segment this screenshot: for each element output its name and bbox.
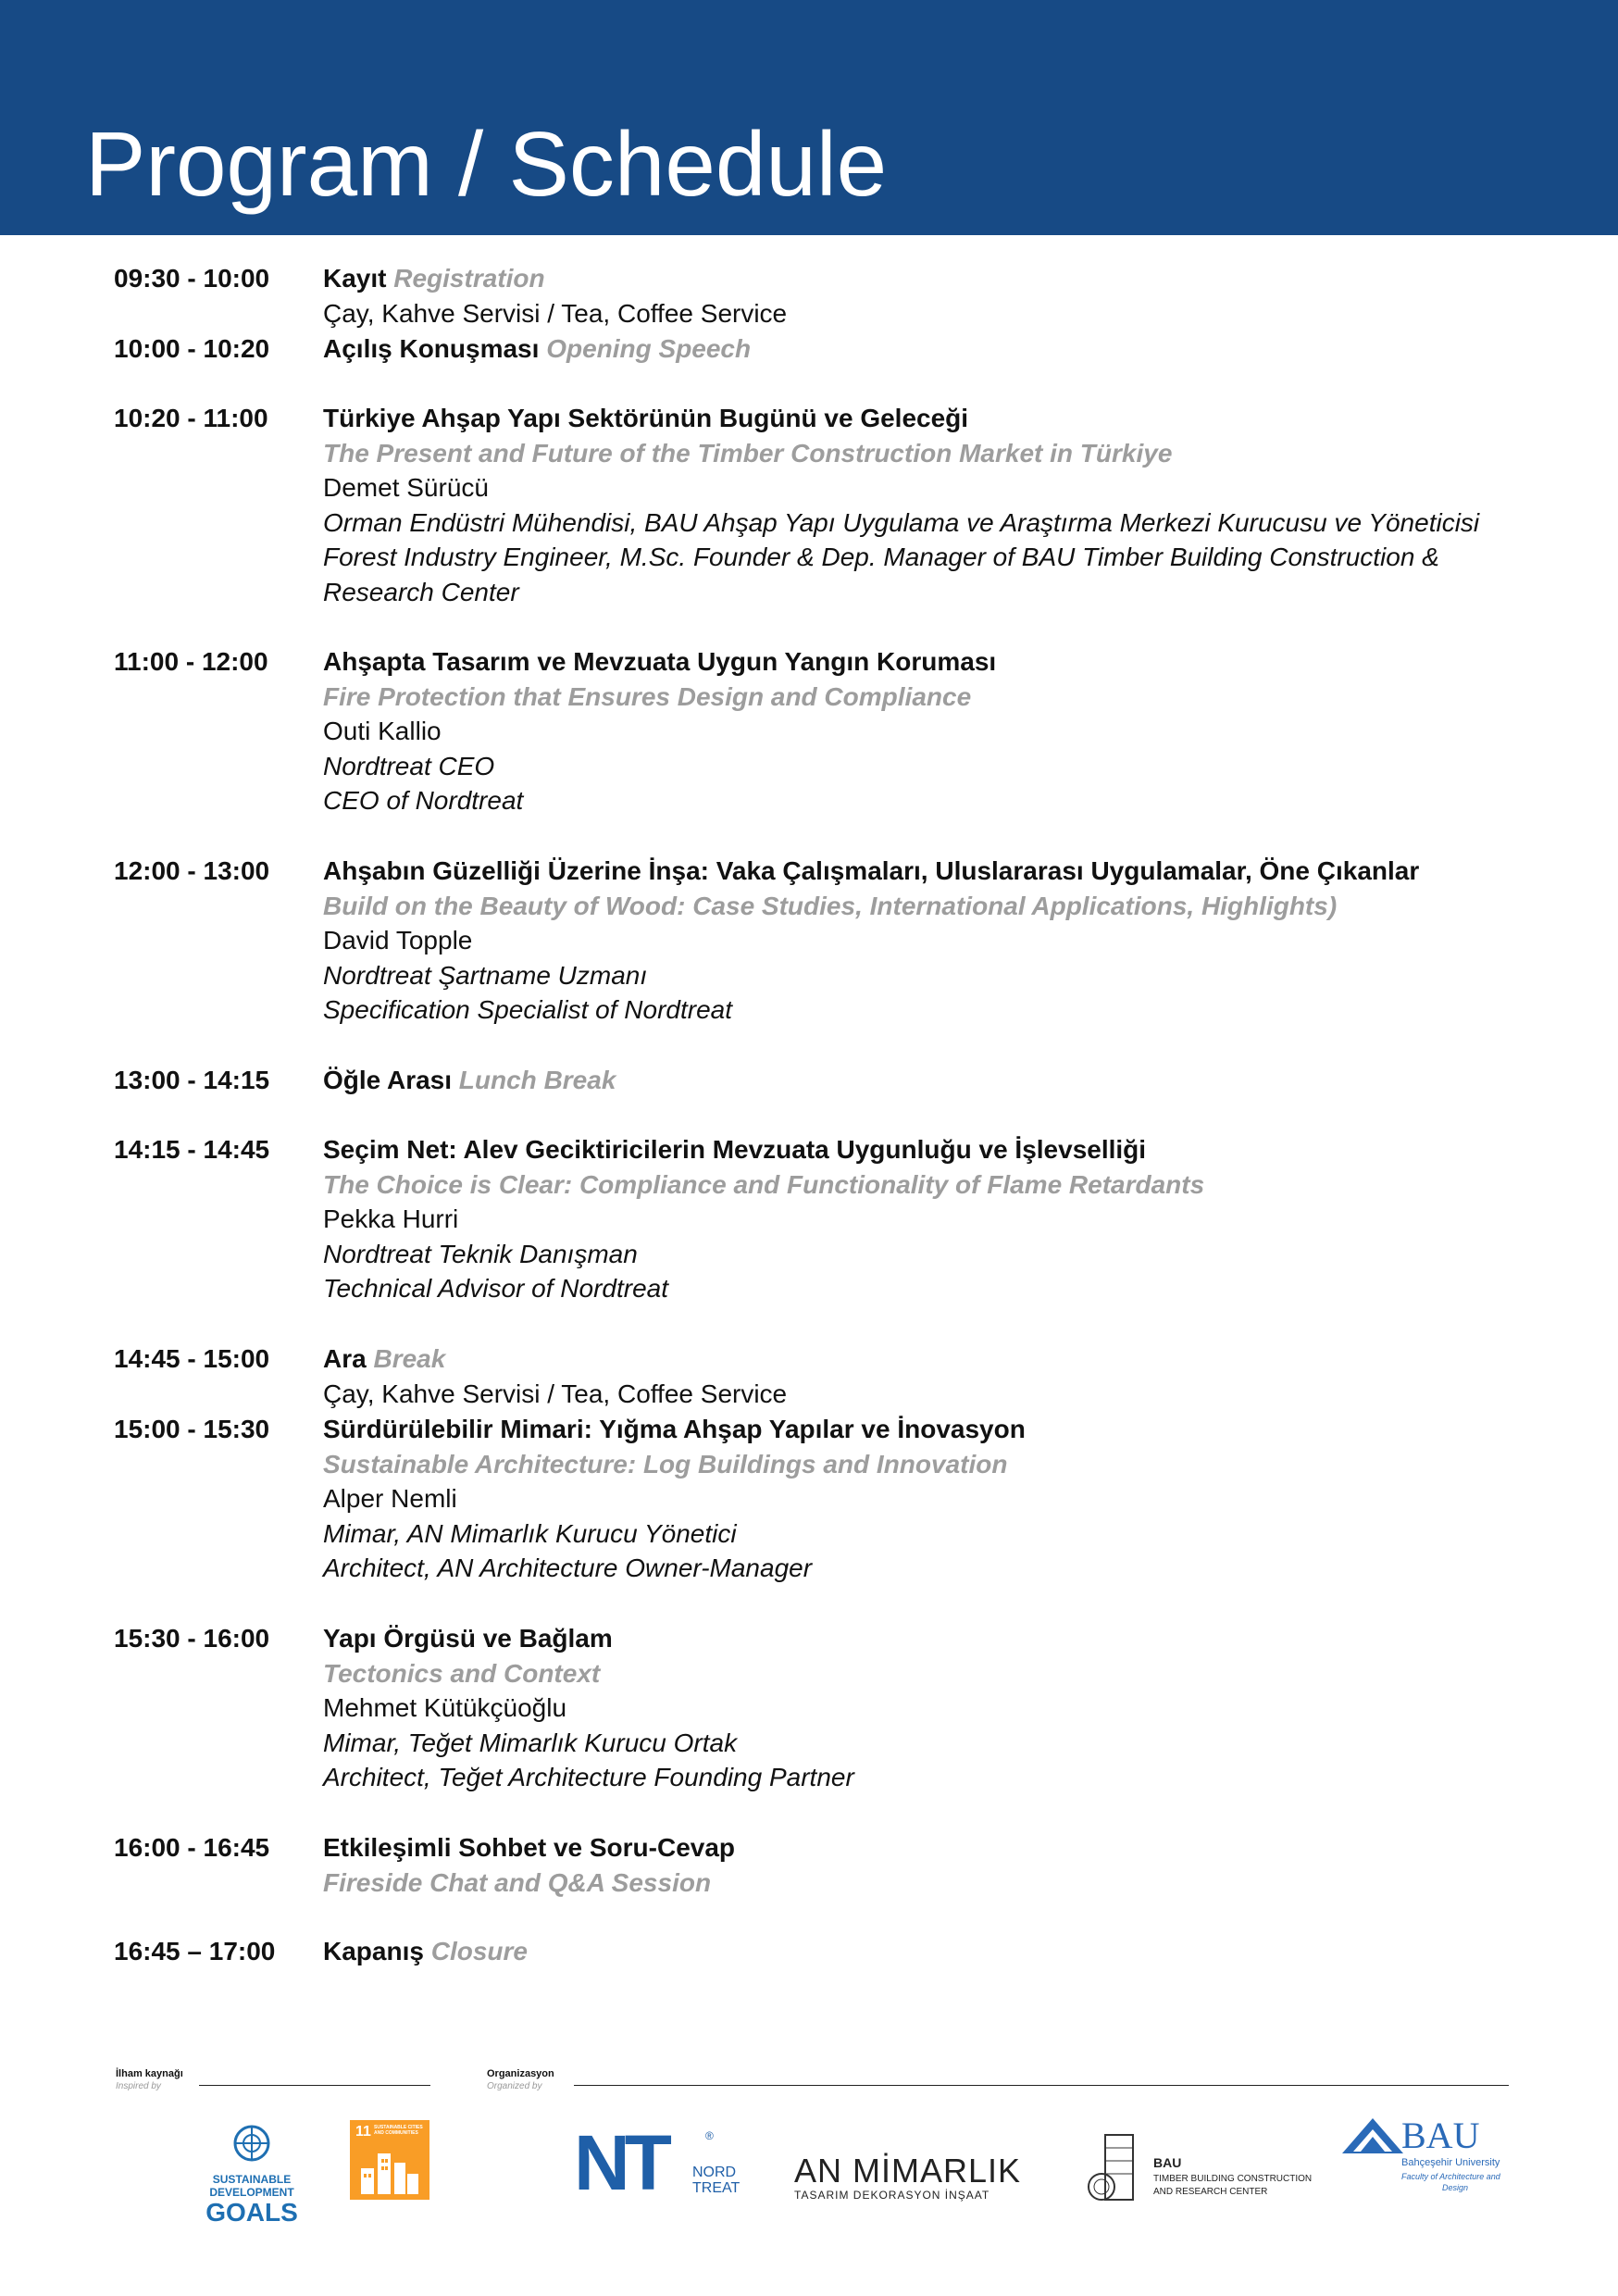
session-title-english: Tectonics and Context <box>323 1658 601 1688</box>
nt-line1: NORD <box>692 2165 737 2180</box>
sdg11-tile <box>350 2120 429 2200</box>
an-name: AN MİMARLIK <box>794 2152 1022 2190</box>
bau-line3: Design <box>1442 2183 1469 2192</box>
session-time: 10:20 - 11:00 <box>114 404 268 432</box>
session-time: 11:00 - 12:00 <box>114 647 268 676</box>
session-detail: Architect, Teğet Architecture Founding Partner <box>323 1763 854 1792</box>
session-title: Yapı Örgüsü ve Bağlam <box>323 1624 613 1653</box>
speaker-name: Alper Nemli <box>323 1484 457 1514</box>
session-time: 14:45 - 15:00 <box>114 1344 270 1373</box>
session-detail: Research Center <box>323 577 519 606</box>
nt-line2: TREAT <box>692 2180 741 2196</box>
session-time: 16:45 – 17:00 <box>114 1937 276 1965</box>
session-time: 12:00 - 13:00 <box>114 856 270 885</box>
session-title: Seçim Net: Alev Geciktiricilerin Mevzuata Uygunluğu ve İşlevselliği <box>323 1135 1147 1164</box>
session-title-english: Break <box>373 1344 446 1373</box>
nt-mark: NT <box>574 2119 666 2206</box>
city-icon <box>359 2148 420 2194</box>
session-title-english: The Present and Future of the Timber Construction Market in Türkiye <box>323 438 1173 468</box>
session-content <box>323 1132 1526 1306</box>
session-title-line <box>323 1934 1526 1969</box>
session-title-english: Opening Speech <box>546 334 752 363</box>
session-content <box>323 1934 1526 1969</box>
session-content <box>323 331 1526 367</box>
bau-timber-logo <box>1085 2129 1313 2213</box>
timber-building-icon <box>1085 2129 1150 2203</box>
session-title: Etkileşimli Sohbet ve Soru-Cevap <box>323 1833 736 1862</box>
session-content <box>323 854 1526 1028</box>
session-title-line <box>323 1132 1526 1167</box>
bau-emblem-icon <box>1340 2116 1405 2168</box>
session-title-line <box>323 1830 1526 1866</box>
inspired-label: İlham kaynağı <box>116 2068 183 2079</box>
sdg-line1: SUSTAINABLE <box>212 2173 292 2186</box>
speaker-name: Pekka Hurri <box>323 1204 459 1234</box>
session-title-line <box>323 1412 1526 1447</box>
session-title-english: Closure <box>430 1937 528 1965</box>
session-content <box>323 1063 1526 1098</box>
session-content <box>323 644 1526 818</box>
sdg-line2: DEVELOPMENT <box>209 2186 294 2199</box>
session-title: Kapanış <box>323 1937 424 1965</box>
session-title-english: Fire Protection that Ensures Design and Compliance <box>323 681 972 711</box>
session-detail: Technical Advisor of Nordtreat <box>323 1274 668 1304</box>
bautimber-line1: TIMBER BUILDING CONSTRUCTION <box>1153 2174 1313 2184</box>
an-sub: TASARIM DEKORASYON İNŞAAT <box>794 2189 990 2202</box>
session-detail: Mimar, AN Mimarlık Kurucu Yönetici <box>323 1518 737 1548</box>
session-time: 10:00 - 10:20 <box>114 334 270 363</box>
session-detail: Mimar, Teğet Mimarlık Kurucu Ortak <box>323 1728 738 1757</box>
session-content <box>323 1621 1526 1795</box>
bau-university-logo <box>1340 2116 1525 2209</box>
inspired-sub: Inspired by <box>116 2081 161 2091</box>
session-title: Ahşabın Güzelliği Üzerine İnşa: Vaka Çalışmaları, Uluslararası Uygulamalar, Öne Çıkanlar <box>323 856 1420 885</box>
session-detail: Nordtreat Teknik Danışman <box>323 1239 638 1268</box>
session-detail: Orman Endüstri Mühendisi, BAU Ahşap Yapı Uygulama ve Araştırma Merkezi Kurucusu ve Yöneticisi <box>323 507 1480 537</box>
bau-name: BAU <box>1401 2115 1480 2156</box>
session-detail: Architect, AN Architecture Owner-Manager <box>323 1554 813 1583</box>
session-title-english: Fireside Chat and Q&A Session <box>323 1867 712 1897</box>
footer <box>0 2065 1618 2296</box>
un-emblem-icon <box>196 2120 307 2166</box>
session-title: Sürdürülebilir Mimari: Yığma Ahşap Yapılar ve İnovasyon <box>323 1415 1026 1443</box>
session-detail: Forest Industry Engineer, M.Sc. Founder & Dep. Manager of BAU Timber Building Construction & <box>323 543 1439 572</box>
session-title: Kayıt <box>323 264 387 293</box>
sdg11-number: 11 <box>355 2124 371 2140</box>
session-title-line <box>323 261 1526 296</box>
session-detail: Nordtreat Şartname Uzmanı <box>323 960 648 990</box>
session-title-english: Registration <box>393 264 545 293</box>
session-title: Türkiye Ahşap Yapı Sektörünün Bugünü ve Geleceği <box>323 404 969 432</box>
session-title-english: Lunch Break <box>458 1066 616 1094</box>
speaker-name: Demet Sürücü <box>323 473 489 503</box>
session-title: Ahşapta Tasarım ve Mevzuata Uygun Yangın Koruması <box>323 647 997 676</box>
session-content <box>323 261 1526 331</box>
page-title: Program / Schedule <box>85 113 888 215</box>
session-time: 16:00 - 16:45 <box>114 1833 270 1862</box>
session-title-english: The Choice is Clear: Compliance and Functionality of Flame Retardants <box>323 1169 1205 1199</box>
session-title: Öğle Arası <box>323 1066 453 1094</box>
session-time: 14:15 - 14:45 <box>114 1135 270 1164</box>
bautimber-line2: AND RESEARCH CENTER <box>1153 2187 1268 2197</box>
session-title-line <box>323 331 1526 367</box>
session-title-english: Build on the Beauty of Wood: Case Studies, International Applications, Highlights) <box>323 891 1338 920</box>
session-content <box>323 1341 1526 1411</box>
session-title-line <box>323 1341 1526 1377</box>
nt-reg: ® <box>705 2129 714 2142</box>
organized-label: Organizasyon <box>487 2068 554 2079</box>
organized-rule <box>574 2085 1509 2086</box>
session-detail: CEO of Nordtreat <box>323 786 524 816</box>
header-banner <box>0 0 1618 235</box>
bau-line2: Faculty of Architecture and <box>1401 2172 1500 2181</box>
session-title-line <box>323 854 1526 889</box>
session-detail: Specification Specialist of Nordtreat <box>323 995 732 1025</box>
sdg-line3: GOALS <box>205 2198 298 2227</box>
bautimber-name: BAU <box>1153 2155 1182 2170</box>
session-detail: Çay, Kahve Servisi / Tea, Coffee Service <box>323 1379 788 1408</box>
speaker-name: David Topple <box>323 926 473 955</box>
session-title: Açılış Konuşması <box>323 334 540 363</box>
speaker-name: Outi Kallio <box>323 717 442 746</box>
session-content <box>323 1412 1526 1586</box>
session-title-line <box>323 401 1526 436</box>
session-title-line <box>323 1621 1526 1656</box>
session-detail: Çay, Kahve Servisi / Tea, Coffee Service <box>323 298 788 328</box>
session-detail: Nordtreat CEO <box>323 751 495 780</box>
session-title: Ara <box>323 1344 367 1373</box>
sdg11-text: SUSTAINABLE CITIES AND COMMUNITIES <box>374 2125 423 2136</box>
session-content <box>323 401 1526 610</box>
session-time: 15:30 - 16:00 <box>114 1624 270 1653</box>
session-time: 13:00 - 14:15 <box>114 1066 270 1094</box>
organized-sub: Organized by <box>487 2081 542 2091</box>
nordtreat-logo <box>574 2119 759 2209</box>
session-title-line <box>323 1063 1526 1098</box>
sdg-logo <box>196 2120 307 2231</box>
session-time: 09:30 - 10:00 <box>114 264 270 293</box>
an-mimarlik-logo <box>794 2153 1035 2209</box>
inspired-rule <box>199 2085 430 2086</box>
session-title-english: Sustainable Architecture: Log Buildings and Innovation <box>323 1449 1008 1479</box>
session-time: 15:00 - 15:30 <box>114 1415 270 1443</box>
session-content <box>323 1830 1526 1900</box>
speaker-name: Mehmet Kütükçüoğlu <box>323 1693 567 1723</box>
session-title-line <box>323 644 1526 680</box>
bau-line1: Bahçeşehir University <box>1401 2157 1500 2168</box>
